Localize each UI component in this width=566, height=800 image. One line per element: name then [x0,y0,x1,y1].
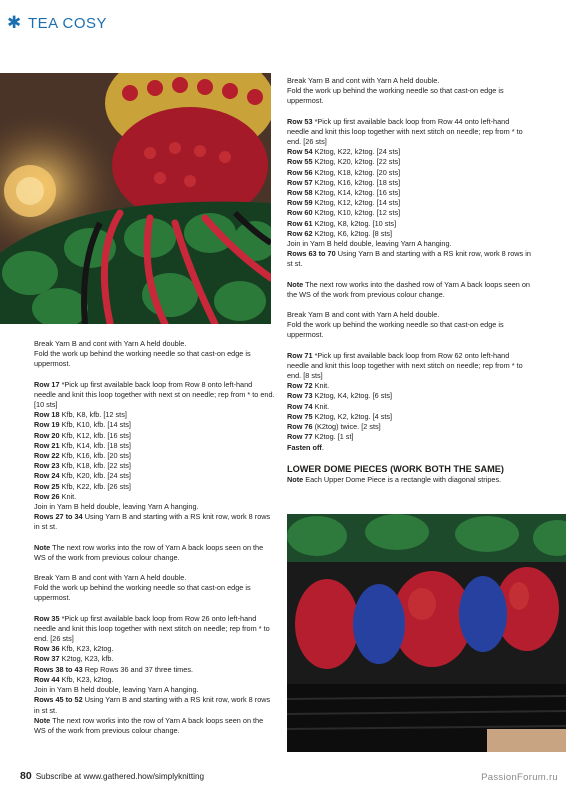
instruction-text: Join in Yarn B held double, leaving Yarn A hanging. [34,685,199,695]
instruction-row: Rows 45 to 52 Using Yarn B and starting with a RS knit row, work 8 rows in st st. [34,695,271,715]
instruction-text: Fold the work up behind the working needle so that cast-on edge is uppermost. [34,349,251,369]
instruction-row: Row 19 Kfb, K10, kfb. [14 sts] [34,420,131,430]
subscribe-link[interactable]: Subscribe at www.gathered.how/simplyknitting [35,772,205,781]
instruction-text: Join in Yarn B held double, leaving Yarn A hanging. [34,502,199,512]
instructions-left-column [34,339,276,736]
instruction-text: Fold the work up behind the working needle so that cast-on edge is uppermost. [287,320,504,340]
page-number: 80 [20,770,32,782]
tea-cosy-photo-top [0,73,271,324]
instruction-note: Note The next row works into the dashed row of Yarn A back loops seen on the WS of the work from previous colour change. [287,279,530,299]
instruction-row: Row 25 Kfb, K22, kfb. [26 sts] [34,481,131,491]
instruction-row: Row 76 (K2tog) twice. [2 sts] [287,422,381,432]
instructions-right-column [287,76,531,485]
instruction-note: Note Each Upper Dome Piece is a rectangle with diagonal stripes. [287,474,502,484]
instruction-row: Row 24 Kfb, K20, kfb. [24 sts] [34,471,131,481]
instruction-row: Row 71 *Pick up first available back loop from Row 62 onto left-hand needle and knit this loop together with next stitch on needle; rep from * to end. [8 sts] [287,350,523,381]
instruction-row: Row 75 K2tog, K2, k2tog. [4 sts] [287,411,393,421]
instruction-row: Row 21 Kfb, K14, kfb. [18 sts] [34,440,131,450]
instruction-row: Row 72 Knit. [287,381,330,391]
instruction-text: Fold the work up behind the working needle so that cast-on edge is uppermost. [34,583,251,603]
instruction-row: Rows 27 to 34 Using Yarn B and starting with a RS knit row, work 8 rows in st st. [34,512,271,532]
instruction-text: Break Yarn B and cont with Yarn A held double. [34,339,187,348]
instruction-row: Row 61 K2tog, K8, k2tog. [10 sts] [287,218,397,228]
instruction-row: Row 53 *Pick up first available back loop from Row 44 onto left-hand needle and knit this loop together with next stitch on needle; rep from * to end. [26 sts] [287,116,523,147]
instruction-row: Row 20 Kfb, K12, kfb. [16 sts] [34,430,131,440]
instruction-row: Row 77 K2tog. [1 st] [287,432,354,442]
instruction-row: Fasten off. [287,442,324,452]
instruction-text: Join in Yarn B held double, leaving Yarn A hanging. [287,239,452,249]
asterisk-icon: ✱ [7,13,22,32]
instruction-row: Row 22 Kfb, K16, kfb. [20 sts] [34,451,131,461]
instruction-row: Row 26 Knit. [34,491,77,501]
instruction-row: Rows 38 to 43 Rep Rows 36 and 37 three times. [34,664,193,674]
instruction-text: Break Yarn B and cont with Yarn A held double. [287,76,440,85]
tea-cosy-photo-bottom [287,514,566,752]
instruction-row: Row 73 K2tog, K4, k2tog. [6 sts] [287,391,393,401]
instruction-row: Row 36 Kfb, K23, k2tog. [34,644,114,654]
instruction-row: Row 62 K2tog, K6, k2tog. [8 sts] [287,228,393,238]
instruction-row: Row 35 *Pick up first available back loop from Row 26 onto left-hand needle and knit this loop together with next stitch on needle; rep from * to end. [26 sts] [34,613,270,644]
instruction-row: Row 59 K2tog, K12, k2tog. [14 sts] [287,198,401,208]
instruction-row: Row 44 Kfb, K23, k2tog. [34,674,114,684]
page-footer [20,771,204,782]
instruction-text: Break Yarn B and cont with Yarn A held double. [287,310,440,320]
section-title: TEA COSY [28,15,108,32]
watermark: PassionForum.ru [481,772,558,783]
instruction-text: Break Yarn B and cont with Yarn A held double. [34,573,187,583]
instruction-row: Row 74 Knit. [287,401,330,411]
instruction-row: Row 18 Kfb, K8, kfb. [12 sts] [34,410,127,420]
instruction-row: Row 23 Kfb, K18, kfb. [22 sts] [34,461,131,471]
instruction-row: Row 57 K2tog, K16, k2tog. [18 sts] [287,177,401,187]
section-heading: LOWER DOME PIECES (WORK BOTH THE SAME) [287,463,504,474]
instruction-row: Row 60 K2tog, K10, k2tog. [12 sts] [287,208,401,218]
instruction-row: Rows 63 to 70 Using Yarn B and starting with a RS knit row, work 8 rows in st st. [287,249,531,269]
instruction-row: Row 17 *Pick up first available back loop from Row 8 onto left-hand needle and knit this loop together with next st on needle; rep from * to end. [10 sts] [34,379,275,410]
instruction-row: Row 58 K2tog, K14, k2tog. [16 sts] [287,188,401,198]
instruction-note: Note The next row works into the row of Yarn A back loops seen on the WS of the work from previous colour change. [34,542,264,562]
instruction-row: Row 56 K2tog, K18, k2tog. [20 sts] [287,167,401,177]
instruction-row: Row 54 K2tog, K22, k2tog. [24 sts] [287,147,401,157]
instruction-row: Row 37 K2tog, K23, kfb. [34,654,114,664]
instruction-text: Fold the work up behind the working needle so that cast-on edge is uppermost. [287,86,504,106]
instruction-row: Row 55 K2tog, K20, k2tog. [22 sts] [287,157,401,167]
section-header [0,0,128,38]
instruction-note: Note The next row works into the row of Yarn A back loops seen on the WS of the work from previous colour change. [34,715,264,735]
